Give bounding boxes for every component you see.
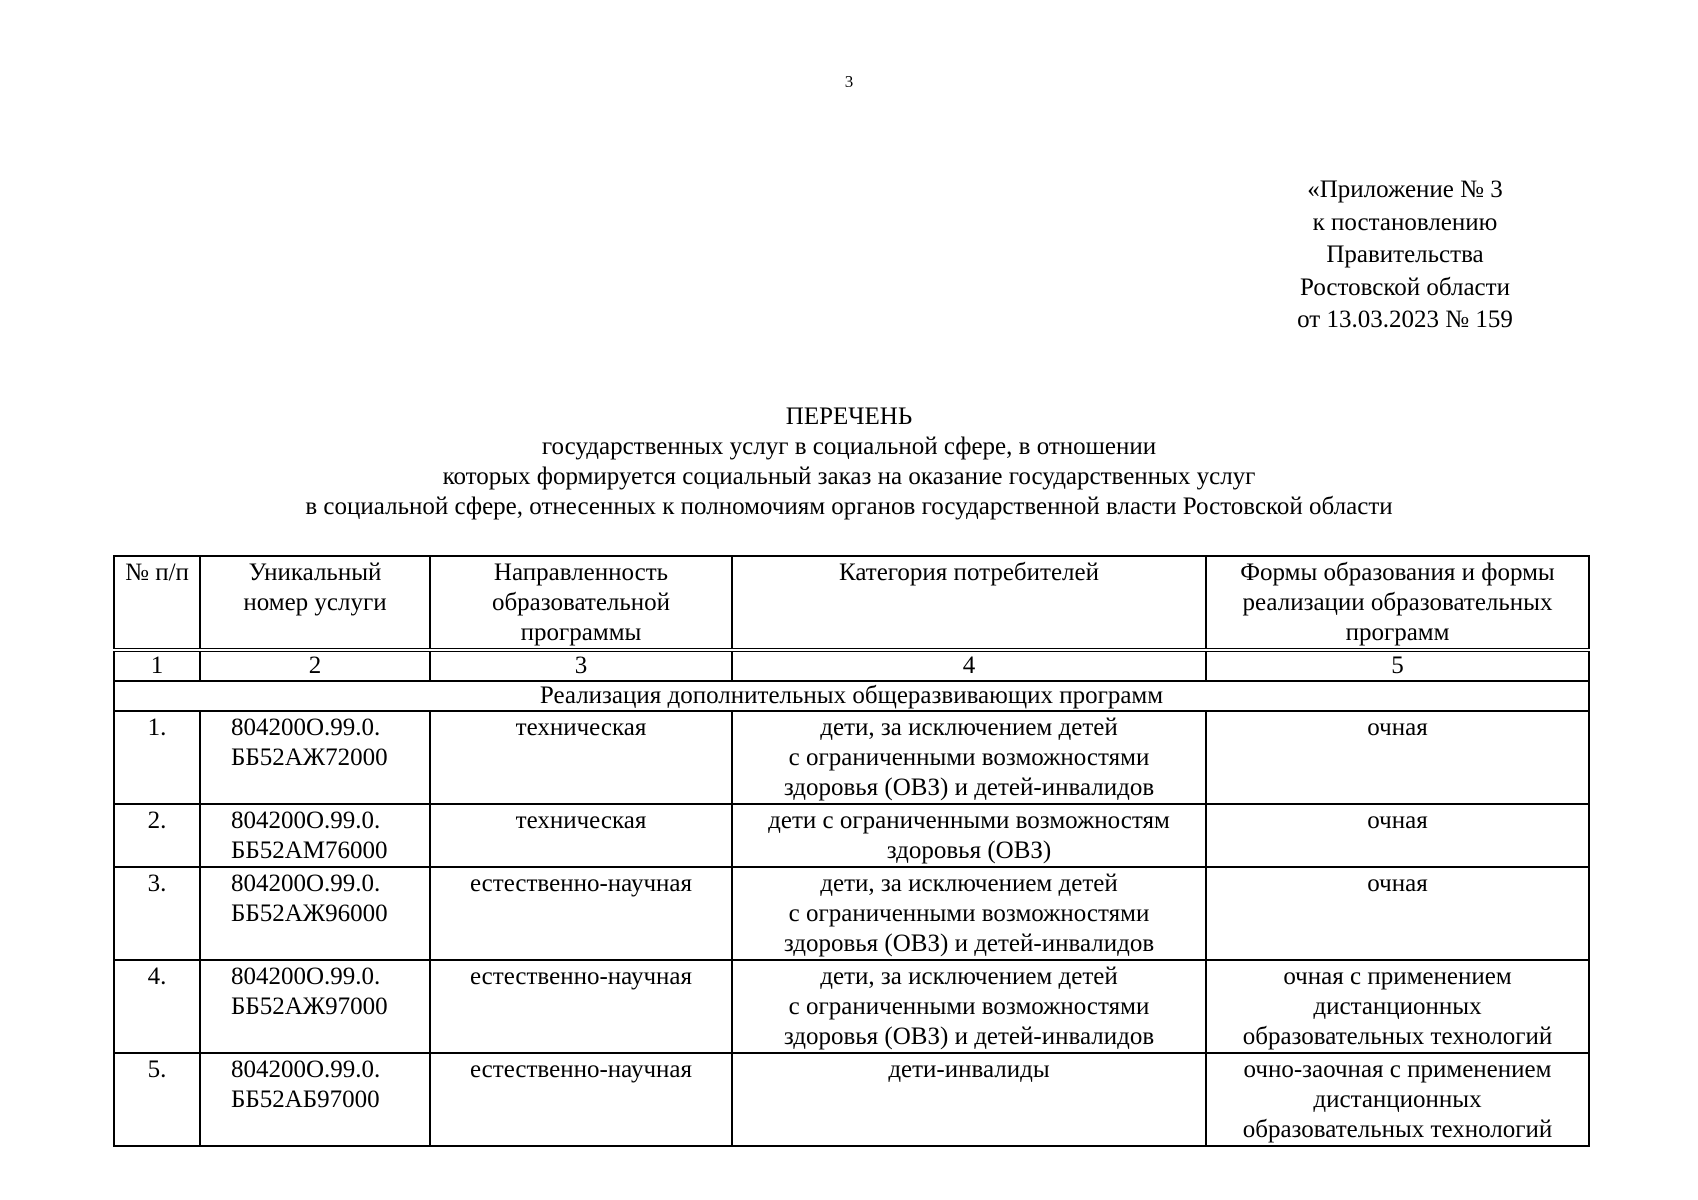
service-code: 804200О.99.0. ББ52АМ76000 (200, 804, 430, 867)
header-cell-focus: Направленность образовательной программы (430, 556, 732, 650)
program-focus: естественно-научная (430, 1053, 732, 1146)
service-code: 804200О.99.0. ББ52АЖ97000 (200, 960, 430, 1053)
appendix-line: Правительства (1326, 241, 1484, 268)
services-table (113, 555, 1590, 1147)
document-subtitle-line: в социальной сфере, отнесенных к полномочиям органов государственной власти Ростовской области (305, 493, 1393, 520)
consumer-category: дети с ограниченными возможностям здоровья (ОВЗ) (732, 804, 1206, 867)
header-cell-number: № п/п (114, 556, 200, 650)
header-cell-form: Формы образования и формы реализации образовательных программ (1206, 556, 1589, 650)
education-form: очная (1206, 804, 1589, 867)
column-number-cell: 3 (430, 650, 732, 681)
table-row (114, 1053, 1589, 1146)
appendix-line: «Приложение № 3 (1307, 176, 1503, 203)
header-cell-code: Уникальный номер услуги (200, 556, 430, 650)
consumer-category: дети, за исключением детей с ограниченными возможностями здоровья (ОВЗ) и детей-инвалидов (732, 960, 1206, 1053)
document-title: ПЕРЕЧЕНЬ (785, 403, 913, 430)
appendix-line: от 13.03.2023 № 159 (1297, 306, 1513, 333)
column-number-cell: 4 (732, 650, 1206, 681)
column-number-cell: 2 (200, 650, 430, 681)
table-header-row (114, 556, 1589, 650)
program-focus: естественно-научная (430, 960, 732, 1053)
row-number: 2. (114, 804, 200, 867)
consumer-category: дети, за исключением детей с ограниченными возможностями здоровья (ОВЗ) и детей-инвалидов (732, 867, 1206, 960)
education-form: очная (1206, 867, 1589, 960)
row-number: 3. (114, 867, 200, 960)
program-focus: техническая (430, 711, 732, 804)
document-subtitle-line: которых формируется социальный заказ на оказание государственных услуг (442, 463, 1256, 490)
appendix-reference (1240, 174, 1570, 337)
table-row (114, 804, 1589, 867)
service-code: 804200О.99.0. ББ52АЖ96000 (200, 867, 430, 960)
appendix-line: Ростовской области (1300, 273, 1510, 301)
column-number-cell: 1 (114, 650, 200, 681)
appendix-line: к постановлению (1312, 208, 1498, 236)
education-form: очная (1206, 711, 1589, 804)
education-form: очная с применением дистанционных образовательных технологий (1206, 960, 1589, 1053)
row-number: 5. (114, 1053, 200, 1146)
service-code: 804200О.99.0. ББ52АБ97000 (200, 1053, 430, 1146)
table-row (114, 960, 1589, 1053)
column-number-cell: 5 (1206, 650, 1589, 681)
column-number-row (114, 650, 1589, 681)
row-number: 4. (114, 960, 200, 1053)
consumer-category: дети-инвалиды (732, 1053, 1206, 1146)
document-heading (0, 402, 1698, 522)
page-number: 3 (844, 72, 854, 91)
header-cell-category: Категория потребителей (732, 556, 1206, 650)
section-title: Реализация дополнительных общеразвивающих программ (114, 681, 1589, 711)
table-row (114, 867, 1589, 960)
row-number: 1. (114, 711, 200, 804)
program-focus: естественно-научная (430, 867, 732, 960)
education-form: очно-заочная с применением дистанционных образовательных технологий (1206, 1053, 1589, 1146)
program-focus: техническая (430, 804, 732, 867)
table-row (114, 711, 1589, 804)
service-code: 804200О.99.0. ББ52АЖ72000 (200, 711, 430, 804)
section-row (114, 681, 1589, 711)
document-subtitle-line: государственных услуг в социальной сфере, в отношении (541, 433, 1157, 460)
consumer-category: дети, за исключением детей с ограниченными возможностями здоровья (ОВЗ) и детей-инвалидов (732, 711, 1206, 804)
